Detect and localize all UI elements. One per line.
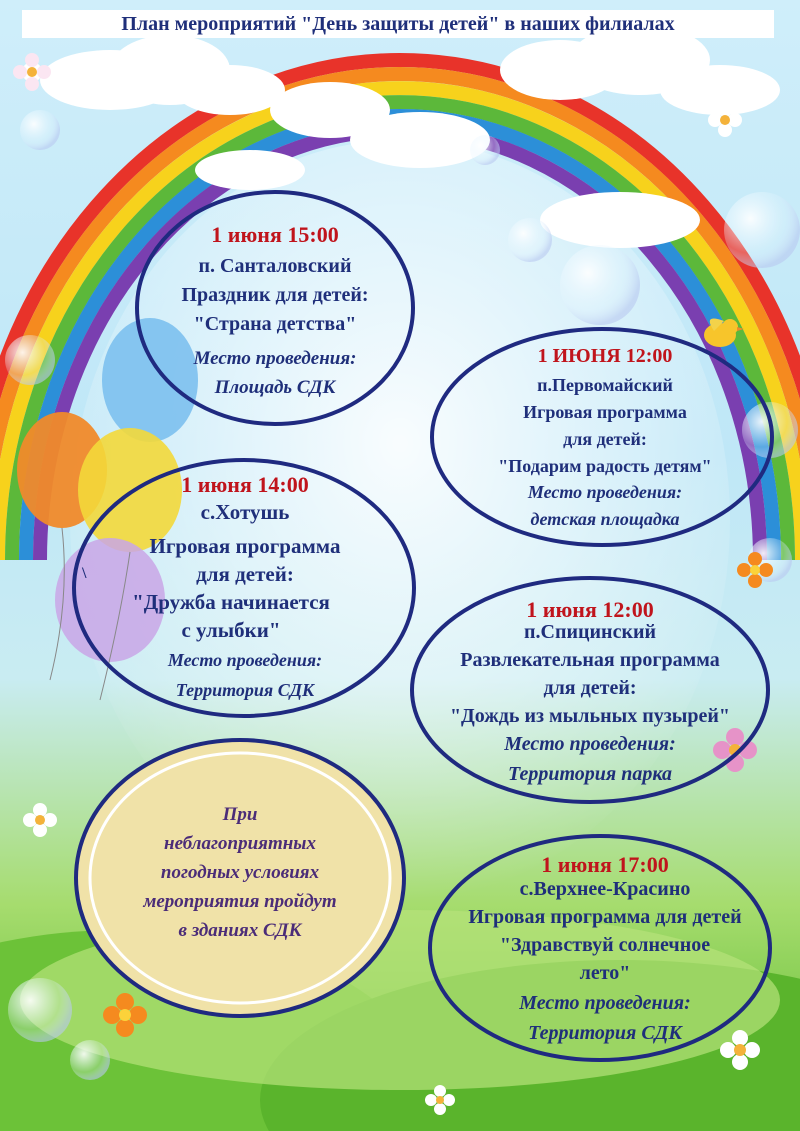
event-location: с.Верхнее-Красино: [519, 878, 691, 900]
event-venue: детская площадка: [530, 509, 680, 529]
event-venue: Территория парка: [508, 763, 672, 785]
event-card-pervomaysky: [440, 345, 770, 535]
event-venue-label: Место проведения:: [527, 482, 683, 502]
event-program: "Дружба начинается: [132, 590, 330, 614]
event-date: 1 июня 17:00: [541, 852, 669, 877]
event-program: лето": [579, 962, 631, 984]
stray-mark: \: [82, 565, 87, 582]
event-location: с.Хотушь: [200, 500, 290, 524]
event-program: Праздник для детей:: [181, 284, 369, 306]
event-program: для детей:: [196, 562, 294, 586]
event-date: 1 ИЮНЯ 12:00: [537, 345, 673, 367]
event-program: "Здравствуй солнечное: [499, 934, 711, 956]
event-date: 1 июня 14:00: [181, 472, 309, 497]
event-card-verkhnee-krasino: [425, 852, 785, 1052]
event-date: 1 июня 15:00: [211, 222, 339, 247]
event-program: "Дождь из мыльных пузырей": [449, 705, 731, 727]
event-card-khotush: [90, 472, 400, 712]
weather-note-line: погодных условиях: [160, 862, 320, 883]
weather-note-line: мероприятия пройдут: [143, 891, 337, 912]
page-title: План мероприятий "День защиты детей" в наших филиалах: [121, 13, 675, 35]
event-program: "Подарим радость детям": [498, 456, 712, 476]
event-location: п. Санталовский: [198, 255, 352, 277]
event-location: п.Первомайский: [537, 375, 673, 395]
event-program: Игровая программа: [149, 534, 341, 558]
event-program: для детей:: [563, 429, 647, 449]
event-venue-label: Место проведения:: [193, 348, 357, 369]
weather-note-line: неблагоприятных: [164, 833, 316, 854]
event-date: 1 июня 12:00: [526, 597, 654, 622]
event-venue-label: Место проведения:: [167, 650, 323, 670]
event-program: "Страна детства": [193, 313, 357, 335]
event-program: с улыбки": [181, 618, 281, 642]
event-venue: Территория СДК: [528, 1022, 682, 1044]
title-bar: [22, 10, 774, 38]
event-card-spitsinsky: [410, 597, 770, 797]
event-venue: Территория СДК: [175, 680, 315, 700]
event-card-santalovsky: [140, 222, 410, 412]
event-program: Игровая программа: [523, 402, 687, 422]
event-program: Игровая программа для детей: [468, 906, 742, 928]
weather-note-line: в зданиях СДК: [178, 920, 302, 941]
event-program: Развлекательная программа: [460, 649, 720, 671]
weather-note: [100, 804, 380, 954]
event-venue-label: Место проведения:: [504, 733, 676, 755]
weather-note-line: При: [222, 804, 258, 825]
event-location: п.Спицинский: [523, 621, 657, 643]
event-venue: Площадь СДК: [214, 377, 336, 398]
event-program: для детей:: [543, 677, 637, 699]
event-venue-label: Место проведения:: [519, 992, 691, 1014]
